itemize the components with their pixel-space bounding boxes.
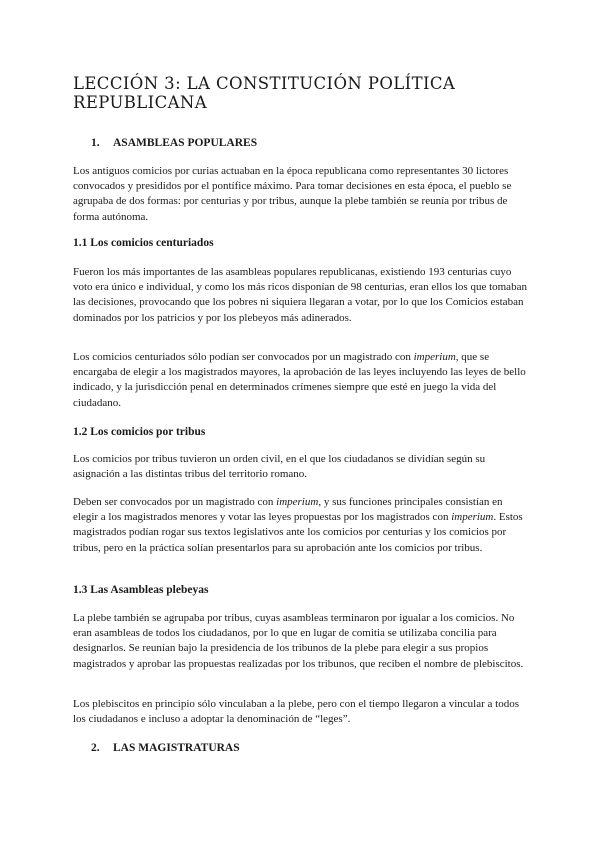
page-title: LECCIÓN 3: LA CONSTITUCIÓN POLÍTICA REPUBLICANA bbox=[73, 74, 456, 112]
section-title: LAS MAGISTRATURAS bbox=[113, 742, 240, 754]
section-title: ASAMBLEAS POPULARES bbox=[113, 137, 258, 149]
centuriados-paragraph-1: Fueron los más importantes de las asambleas populares republicanas, existiendo 193 centurias cuyo voto era único e individual, y como los más ricos disponían de 98 centurias, eran ellos los que tomaban las decisiones, provocando que los pobres ni siquiera llegaran a votar, por lo que los Comicios estaban dominados por los patricios y por los plebeyos más adinerados. bbox=[73, 266, 527, 324]
section-heading-asambleas bbox=[91, 136, 257, 150]
section-number: 2. bbox=[91, 742, 100, 754]
plebeyas-paragraph-2: Los plebiscitos en principio sólo vinculaban a la plebe, pero con el tiempo llegaron a vincular a todos los ciudadanos e incluso a adoptar la denominación de “leges”. bbox=[73, 698, 519, 726]
italic-imperium: imperium bbox=[451, 511, 494, 524]
tribus-paragraph-2: Deben ser convocados por un magistrado con imperium, y sus funciones principales consistían en elegir a los magistrados menores y votar las leyes propuestas por los magistrados con imperium. Estos magistrados podían rogar sus textos legislativos ante los comicios por centurias y los comicios por tribus, pero en la práctica solían presentarlos para su aprobación ante los comicios por tribus. bbox=[73, 496, 523, 554]
italic-imperium: imperium bbox=[413, 351, 456, 363]
centuriados-paragraph-2: Los comicios centuriados sólo podían ser convocados por un magistrado con imperium, que se encargaba de elegir a los magistrados mayores, la aprobación de las leyes incluyendo las leyes de bello indicado, y la jurisdicción penal en determinados crímenes siempre que esté en juego la vida del ciudadano. bbox=[73, 351, 526, 409]
section-heading-magistraturas bbox=[91, 741, 240, 755]
tribus-paragraph-1: Los comicios por tribus tuvieron un orden civil, en el que los ciudadanos se dividían según su asignación a las distintas tribus del territorio romano. bbox=[73, 453, 486, 481]
subsection-heading-tribus: 1.2 Los comicios por tribus bbox=[73, 426, 206, 438]
intro-paragraph: Los antiguos comicios por curias actuaban en la época republicana como representantes 30 lictores convocados y presididos por el pontífice máximo. Para tomar decisiones en esta época, el pueblo se agrupaba de dos formas: por centurias y por tribus, aunque la plebe también se reunía por tribus de forma autónoma. bbox=[73, 165, 512, 223]
subsection-heading-centuriados: 1.1 Los comicios centuriados bbox=[73, 237, 214, 249]
section-number: 1. bbox=[91, 137, 100, 149]
plebeyas-paragraph-1: La plebe también se agrupaba por tribus, cuyas asambleas terminaron por igualar a los comicios. No eran asambleas de todos los ciudadanos, por lo que en lugar de comitia se utilizaba concilia para designarlos. Se reunían bajo la presidencia de los tribunos de la plebe para elegir a sus propios magistrados y aprobar las propuestas realizadas por los tribunos, que reciben el nombre de plebiscitos. bbox=[73, 612, 524, 670]
subsection-heading-plebeyas: 1.3 Las Asambleas plebeyas bbox=[73, 584, 209, 596]
italic-imperium: imperium bbox=[276, 496, 319, 508]
